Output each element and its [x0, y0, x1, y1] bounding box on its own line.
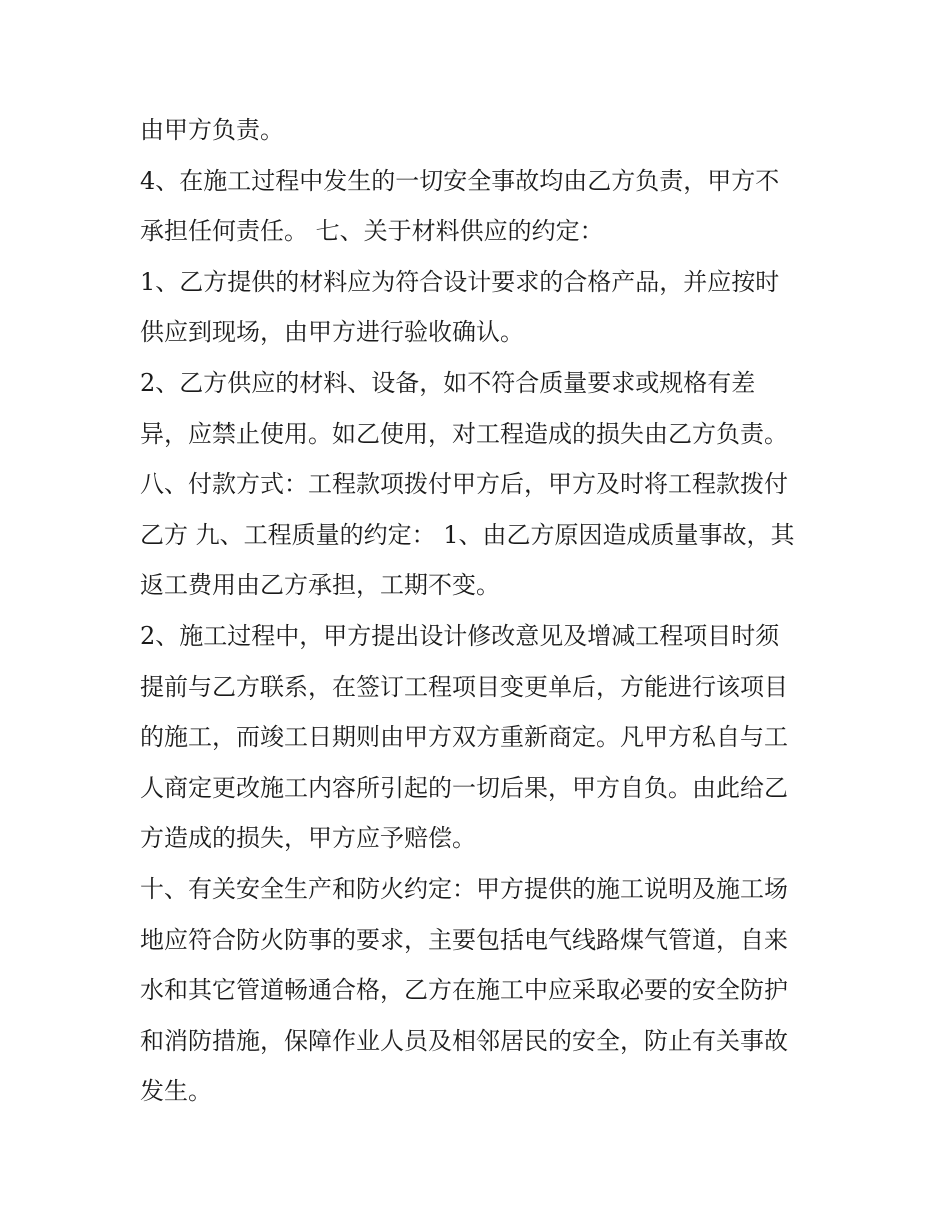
text-line: 异，应禁止使用。如乙使用，对工程造成的损失由乙方负责。	[140, 419, 788, 448]
text-line: 人商定更改施工内容所引起的一切后果，甲方自负。由此给乙	[140, 773, 788, 802]
text-line: 方造成的损失，甲方应予赔偿。	[140, 824, 476, 853]
text-line: 4、在施工过程中发生的一切安全事故均由乙方负责，甲方不	[140, 166, 780, 195]
text-line: 的施工，而竣工日期则由甲方双方重新商定。凡甲方私自与工	[140, 723, 788, 752]
text-line: 发生。	[140, 1077, 212, 1106]
text-line: 地应符合防火防事的要求，主要包括电气线路煤气管道，自来	[140, 925, 788, 954]
text-line: 和消防措施，保障作业人员及相邻居民的安全，防止有关事故	[140, 1026, 788, 1055]
text-line: 1、乙方提供的材料应为符合设计要求的合格产品，并应按时	[140, 267, 780, 296]
text-line: 返工费用由乙方承担，工期不变。	[140, 571, 500, 600]
text-line: 2、施工过程中，甲方提出设计修改意见及增减工程项目时须	[140, 621, 780, 650]
text-line: 2、乙方供应的材料、设备，如不符合质量要求或规格有差	[140, 368, 756, 397]
document-body	[140, 105, 820, 1117]
text-line: 提前与乙方联系，在签订工程项目变更单后，方能进行该项目	[140, 672, 788, 701]
text-line: 承担任何责任。 七、关于材料供应的约定：	[140, 217, 604, 246]
text-line: 供应到现场，由甲方进行验收确认。	[140, 318, 524, 347]
text-line: 八、付款方式：工程款项拨付甲方后，甲方及时将工程款拨付	[140, 470, 788, 499]
text-line: 由甲方负责。	[140, 116, 284, 144]
text-line: 十、有关安全生产和防火约定：甲方提供的施工说明及施工场	[140, 874, 788, 903]
text-line: 水和其它管道畅通合格，乙方在施工中应采取必要的安全防护	[140, 976, 788, 1005]
text-line: 乙方 九、工程质量的约定： 1、由乙方原因造成质量事故，其	[140, 520, 795, 549]
